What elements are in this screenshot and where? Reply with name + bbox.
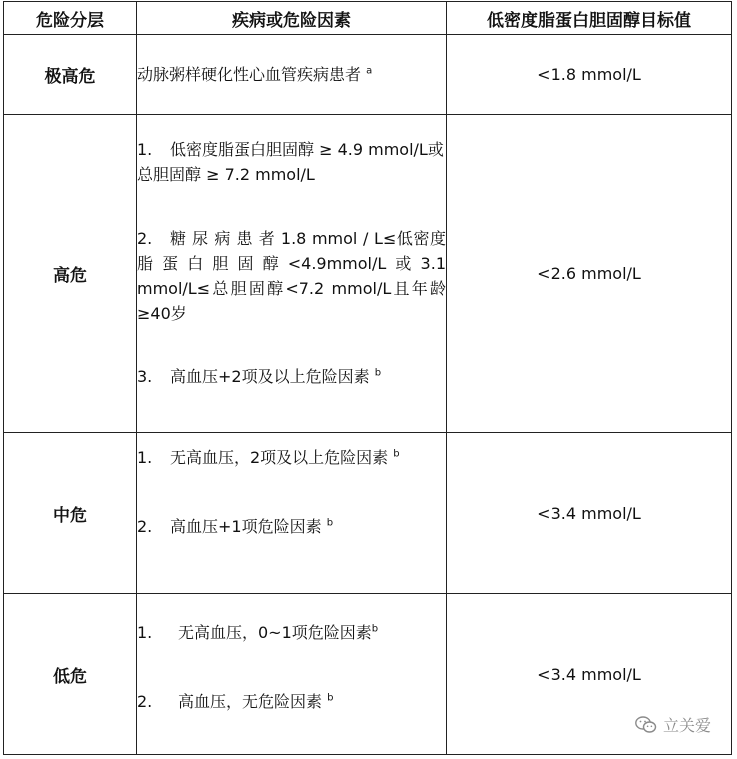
condition-cell [137,433,447,594]
table-row [4,35,732,115]
footnote-marker: b [327,692,334,704]
item-number: 1. [137,623,153,642]
target-value-cell: <3.4 mmol/L [447,433,732,594]
condition-item [137,137,446,187]
item-number: 2. [137,229,153,248]
item-number: 3. [137,367,153,386]
item-number: 1. [137,448,153,467]
footnote-marker: b [374,367,382,379]
risk-level-cell: 极高危 [4,35,137,115]
target-value-cell: <1.8 mmol/L [447,35,732,115]
condition-item [137,620,446,645]
footnote-marker: b [326,517,334,529]
header-target: 低密度脂蛋白胆固醇目标值 [447,2,732,35]
item-text: 低密度脂蛋白胆固醇 ≥ 4.9 mmol/L或总胆固醇 ≥ 7.2 mmol/L [137,140,444,184]
condition-item [137,514,446,539]
risk-level-cell: 低危 [4,594,137,755]
condition-item [137,689,446,714]
target-value-cell: <2.6 mmol/L [447,115,732,433]
watermark-text: 立关爱 [662,716,711,735]
risk-level-cell: 高危 [4,115,137,433]
watermark [635,713,711,736]
header-condition: 疾病或危险因素 [137,2,447,35]
item-number: 2. [137,517,153,536]
item-text: 高血压+2项及以上危险因素 $^b$ [170,367,382,386]
condition-item [137,226,446,326]
item-text: 高血压，无危险因素 $^b$ [178,692,334,711]
condition-cell [137,115,447,433]
condition-cell [137,35,447,115]
item-text: 糖 尿 病 患 者 1.8 mmol / L≤低密度脂蛋白胆固醇<4.9mmol/L或3.1 mmol/L≤总胆固醇<7.2 mmol/L且年龄≥40岁 [137,229,446,323]
header-level: 危险分层 [4,2,137,35]
condition-item [137,364,446,389]
item-text: 无高血压，2项及以上危险因素 $^b$ [170,448,400,467]
table-row [4,594,732,755]
condition-item [137,445,446,470]
footnote-marker: a [366,65,373,77]
footnote-marker: b [371,623,379,635]
item-text: 高血压+1项危险因素 $^b$ [170,517,334,536]
wechat-icon [635,716,657,734]
item-number: 2. [137,692,153,711]
risk-level-cell: 中危 [4,433,137,594]
condition-cell [137,594,447,755]
table-row [4,433,732,594]
condition-text: 动脉粥样硬化性心血管疾病患者 $^a$ [137,64,373,84]
target-value-cell: <3.4 mmol/L [447,594,732,755]
item-number: 1. [137,140,153,159]
table-header-row [4,2,732,35]
table-row [4,115,732,433]
footnote-marker: b [393,448,400,460]
ldl-risk-table [3,1,732,755]
item-text: 无高血压，0~1项危险因素$^b$ [178,623,379,642]
